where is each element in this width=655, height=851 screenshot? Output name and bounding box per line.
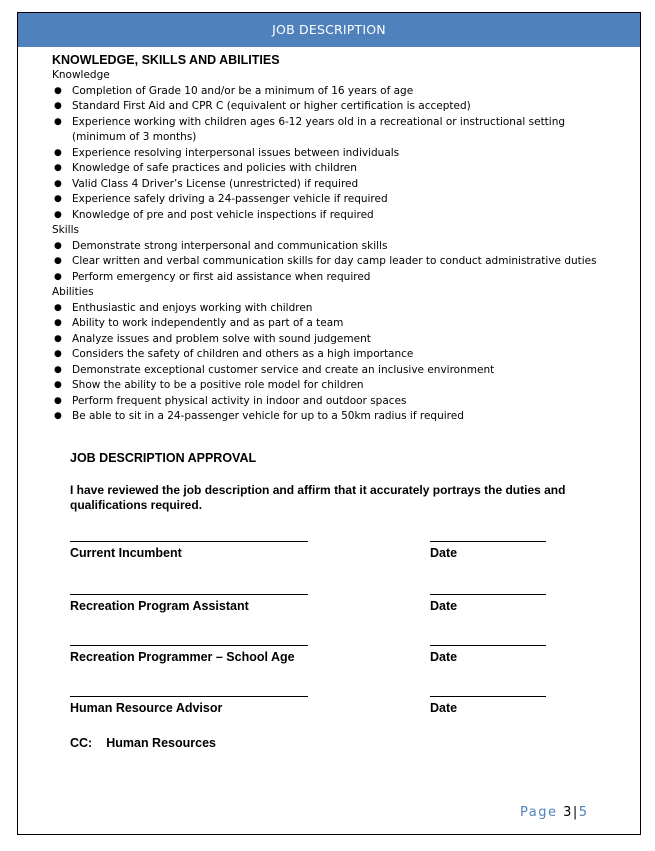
list-item: ● Experience safely driving a 24-passenger vehicle if required [52, 192, 602, 208]
list-item: ● Completion of Grade 10 and/or be a minimum of 16 years of age [52, 84, 602, 100]
cc-line [70, 736, 216, 750]
bullet-icon: ● [54, 333, 62, 344]
bullet-icon: ● [54, 85, 62, 96]
page-separator: | [572, 805, 579, 820]
bullet-icon: ● [54, 395, 62, 406]
date-line[interactable] [430, 594, 546, 595]
bullet-icon: ● [54, 147, 62, 158]
list-item: ● Valid Class 4 Driver’s License (unrestricted) if required [52, 177, 602, 193]
signature-line[interactable] [70, 541, 308, 542]
list-item: ● Show the ability to be a positive role model for children [52, 378, 602, 394]
list-item: ● Perform frequent physical activity in indoor and outdoor spaces [52, 394, 602, 410]
signature-line[interactable] [70, 594, 308, 595]
ksa-title: KNOWLEDGE, SKILLS AND ABILITIES [52, 53, 280, 67]
signature-line[interactable] [70, 696, 308, 697]
cc-label: CC: [70, 736, 93, 750]
bullet-icon: ● [54, 271, 62, 282]
signatory-label: Recreation Programmer – School Age [70, 650, 295, 664]
list-item: ● Knowledge of safe practices and policies with children [52, 161, 602, 177]
list-item: ● Clear written and verbal communication skills for day camp leader to conduct administrative duties [52, 254, 602, 270]
list-item: ● Analyze issues and problem solve with sound judgement [52, 332, 602, 348]
list-item: ● Experience working with children ages 6-12 years old in a recreational or instructional setting (minimum of 3 months) [54, 115, 566, 143]
list-item: ● Considers the safety of children and others as a high importance [52, 347, 602, 363]
date-label: Date [430, 546, 458, 560]
skills-list [52, 239, 602, 286]
list-item: ● Demonstrate strong interpersonal and communication skills [52, 239, 602, 255]
signatory-label: Recreation Program Assistant [70, 599, 249, 613]
list-item: ● Demonstrate exceptional customer service and create an inclusive environment [52, 363, 602, 379]
bullet-icon: ● [54, 302, 62, 313]
skills-label: Skills [52, 224, 79, 236]
bullet-icon: ● [54, 411, 62, 421]
knowledge-list [52, 84, 602, 224]
header-title: JOB DESCRIPTION [272, 22, 386, 37]
bullet-icon: ● [54, 240, 62, 251]
list-item: ● Knowledge of pre and post vehicle inspections if required [52, 208, 602, 224]
cc-value: Human Resources [106, 736, 216, 750]
ksa-section [52, 52, 602, 425]
date-label: Date [430, 650, 458, 664]
page-current: 3 [563, 805, 573, 820]
bullet-icon: ● [54, 116, 62, 127]
date-label: Date [430, 701, 458, 715]
list-item: ● Experience resolving interpersonal issues between individuals [52, 146, 602, 162]
list-item: ● Ability to work independently and as part of a team [52, 316, 602, 332]
bullet-icon: ● [54, 194, 62, 204]
abilities-label: Abilities [52, 286, 94, 298]
bullet-icon: ● [54, 256, 62, 266]
signatory-label: Human Resource Advisor [70, 701, 223, 715]
bullet-icon: ● [54, 349, 62, 359]
list-item: ● Perform emergency or first aid assistance when required [52, 270, 602, 286]
page-word: Page [520, 805, 558, 820]
bullet-icon: ● [54, 364, 62, 375]
bullet-icon: ● [54, 178, 62, 189]
date-label: Date [430, 599, 458, 613]
page-number [520, 805, 589, 820]
signatory-label: Current Incumbent [70, 546, 182, 560]
header-bar [18, 13, 640, 47]
approval-title: JOB DESCRIPTION APPROVAL [70, 451, 257, 465]
list-item: ● Standard First Aid and CPR C (equivalent or higher certification is accepted) [52, 99, 602, 115]
bullet-icon: ● [54, 101, 62, 111]
bullet-icon: ● [54, 163, 62, 173]
bullet-icon: ● [54, 318, 62, 328]
date-line[interactable] [430, 696, 546, 697]
date-line[interactable] [430, 645, 546, 646]
abilities-list [52, 301, 602, 425]
signature-line[interactable] [70, 645, 308, 646]
knowledge-label: Knowledge [52, 69, 110, 81]
approval-statement: I have reviewed the job description and affirm that it accurately portrays the duties and qualifications required. [70, 483, 566, 512]
bullet-icon: ● [54, 380, 62, 390]
list-item: ● Enthusiastic and enjoys working with children [52, 301, 602, 317]
bullet-icon: ● [54, 209, 62, 220]
list-item: ● Be able to sit in a 24-passenger vehicle for up to a 50km radius if required [52, 409, 602, 425]
date-line[interactable] [430, 541, 546, 542]
page-total: 5 [578, 805, 589, 820]
